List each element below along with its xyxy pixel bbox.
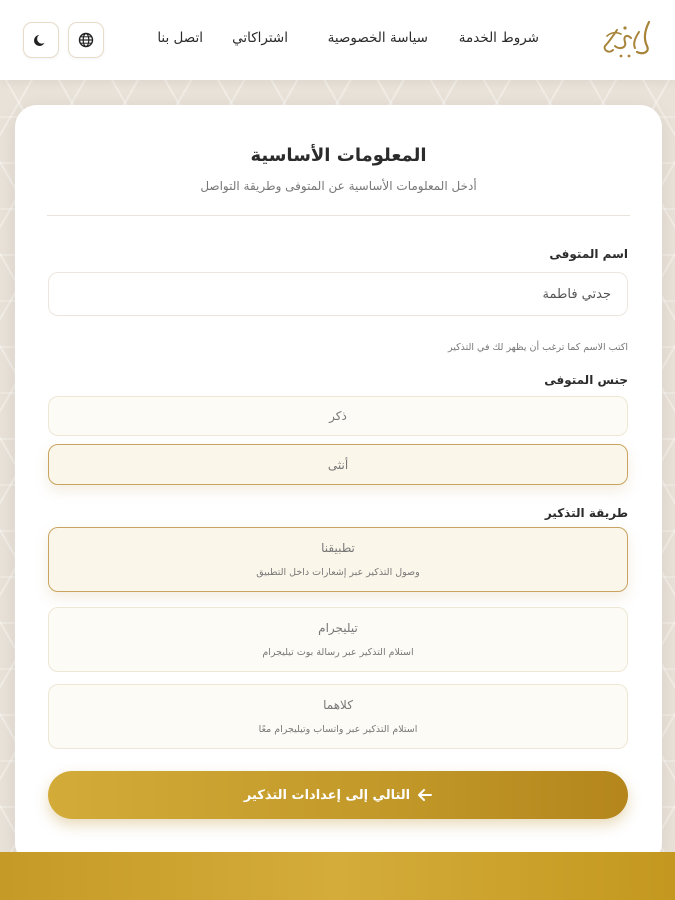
nav-contact-link[interactable]: اتصل بنا — [157, 30, 203, 46]
nav-terms-link[interactable]: شروط الخدمة — [458, 30, 539, 46]
reminder-method-label: طريقة التذكير — [544, 506, 628, 520]
form-title: المعلومات الأساسية — [250, 145, 427, 166]
form-subtitle: أدخل المعلومات الأساسية عن المتوفى وطريقة التواصل — [200, 179, 477, 193]
gender-option-male[interactable] — [48, 396, 628, 436]
method-option-telegram[interactable] — [48, 607, 628, 672]
method-option-desc: استلام التذكير عبر رسالة بوت تيليجرام — [262, 647, 414, 658]
moon-icon — [33, 32, 49, 48]
gender-option-label: أنثى — [327, 457, 349, 472]
globe-icon — [78, 32, 94, 48]
section-divider — [47, 215, 630, 216]
method-option-desc: استلام التذكير عبر واتساب وتيليجرام معًا — [258, 724, 418, 735]
method-option-title: تيليجرام — [318, 621, 358, 635]
deceased-name-label: اسم المتوفى — [549, 247, 628, 261]
nav-privacy-link[interactable]: سياسة الخصوصية — [327, 30, 428, 46]
footer-band — [0, 852, 675, 900]
method-option-desc: وصول التذكير عبر إشعارات داخل التطبيق — [256, 567, 420, 578]
gender-option-label: ذكر — [329, 409, 347, 423]
deceased-name-input[interactable] — [48, 272, 628, 316]
top-header — [0, 0, 675, 80]
method-option-title: كلاهما — [323, 698, 353, 712]
gender-option-female[interactable] — [48, 444, 628, 485]
next-to-reminder-settings-button[interactable] — [48, 771, 628, 819]
language-button[interactable] — [68, 22, 104, 58]
nav-subscriptions-link[interactable]: اشتراكاتي — [232, 30, 288, 46]
gender-label: جنس المتوفى — [544, 373, 628, 387]
basic-info-card — [15, 105, 662, 865]
arrow-left-icon — [418, 789, 432, 801]
method-option-both[interactable] — [48, 684, 628, 749]
next-button-label: التالي إلى إعدادات التذكير — [243, 787, 411, 803]
method-option-app[interactable] — [48, 527, 628, 592]
deceased-name-hint: اكتب الاسم كما ترغب أن يظهر لك في التذكير — [448, 342, 628, 353]
method-option-title: تطبيقنا — [321, 541, 355, 555]
theme-toggle-button[interactable] — [23, 22, 59, 58]
